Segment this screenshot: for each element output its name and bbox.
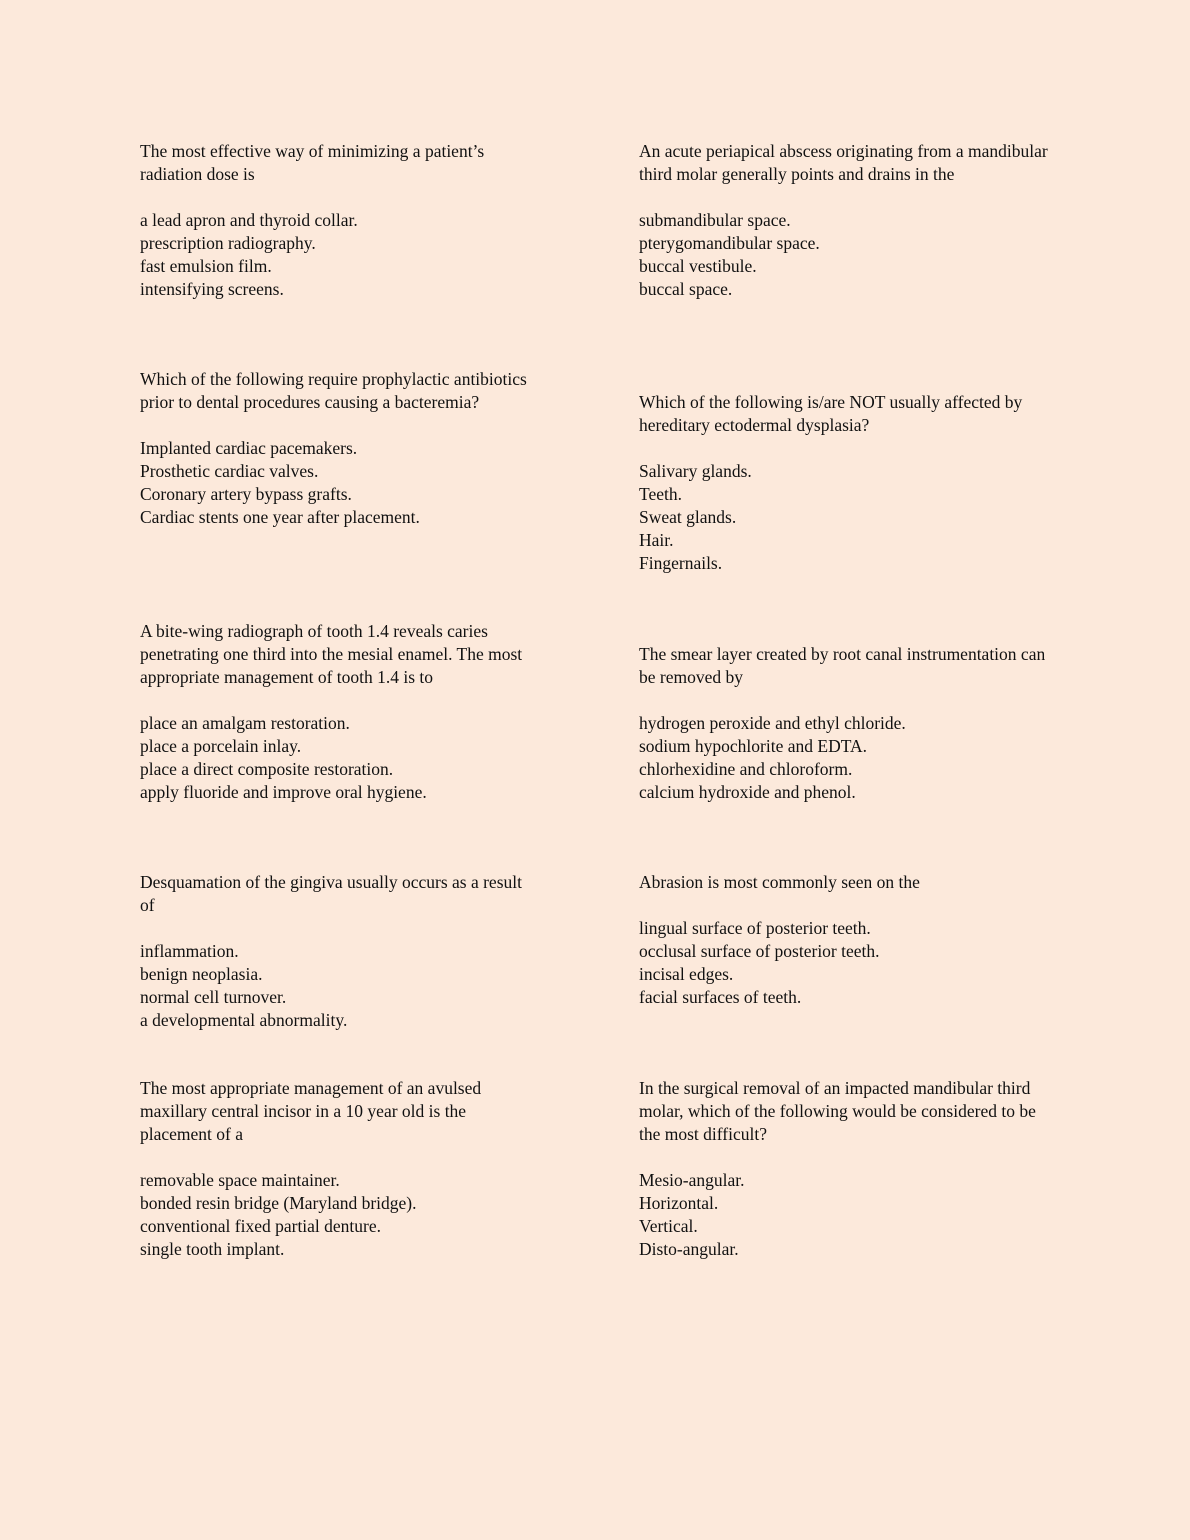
answer-option: calcium hydroxide and phenol. bbox=[639, 782, 856, 802]
answer-option: place a porcelain inlay. bbox=[140, 736, 302, 756]
answer-option: chlorhexidine and chloroform. bbox=[639, 759, 853, 779]
answer-option: Fingernails. bbox=[639, 553, 723, 573]
answer-option: Implanted cardiac pacemakers. bbox=[140, 438, 358, 458]
answer-option: apply fluoride and improve oral hygiene. bbox=[140, 782, 427, 802]
answer-option: sodium hypochlorite and EDTA. bbox=[639, 736, 868, 756]
answer-option: submandibular space. bbox=[639, 210, 791, 230]
question-stem: A bite-wing radiograph of tooth 1.4 reveals caries penetrating one third into the mesial enamel. The most appropriate management of tooth 1.4 is to bbox=[140, 621, 523, 687]
answer-option: removable space maintainer. bbox=[140, 1170, 340, 1190]
answer-option: Disto-angular. bbox=[639, 1239, 739, 1259]
answer-option: Sweat glands. bbox=[639, 507, 737, 527]
answer-option: Prosthetic cardiac valves. bbox=[140, 461, 319, 481]
answer-option: a developmental abnormality. bbox=[140, 1010, 348, 1030]
answer-option: Salivary glands. bbox=[639, 461, 752, 481]
answer-option: facial surfaces of teeth. bbox=[639, 987, 802, 1007]
answer-option: conventional fixed partial denture. bbox=[140, 1216, 382, 1236]
answer-option: inflammation. bbox=[140, 941, 239, 961]
answer-option: place a direct composite restoration. bbox=[140, 759, 394, 779]
answer-option: a lead apron and thyroid collar. bbox=[140, 210, 358, 230]
answer-option: Horizontal. bbox=[639, 1193, 719, 1213]
question-block bbox=[639, 140, 1049, 301]
question-stem: The smear layer created by root canal instrumentation can be removed by bbox=[639, 644, 1046, 687]
answer-option: Coronary artery bypass grafts. bbox=[140, 484, 352, 504]
answer-option: incisal edges. bbox=[639, 964, 734, 984]
question-block bbox=[140, 140, 540, 301]
answer-option: occlusal surface of posterior teeth. bbox=[639, 941, 880, 961]
question-stem: Which of the following is/are NOT usually affected by hereditary ectodermal dysplasia? bbox=[639, 392, 1023, 435]
answer-option: lingual surface of posterior teeth. bbox=[639, 918, 871, 938]
question-stem: Which of the following require prophylactic antibiotics prior to dental procedures causing a bacteremia? bbox=[140, 369, 527, 412]
answer-option: fast emulsion film. bbox=[140, 256, 272, 276]
answer-option: Hair. bbox=[639, 530, 674, 550]
question-stem: Desquamation of the gingiva usually occurs as a result of bbox=[140, 872, 522, 915]
question-block bbox=[140, 368, 540, 529]
question-block bbox=[639, 643, 1049, 804]
answer-option: bonded resin bridge (Maryland bridge). bbox=[140, 1193, 417, 1213]
answer-option: Vertical. bbox=[639, 1216, 698, 1236]
answer-option: pterygomandibular space. bbox=[639, 233, 820, 253]
answer-option: intensifying screens. bbox=[140, 279, 284, 299]
question-block bbox=[639, 391, 1049, 575]
answer-option: prescription radiography. bbox=[140, 233, 316, 253]
answer-option: buccal vestibule. bbox=[639, 256, 757, 276]
question-stem: The most appropriate management of an avulsed maxillary central incisor in a 10 year old is the placement of a bbox=[140, 1078, 482, 1144]
question-stem: An acute periapical abscess originating from a mandibular third molar generally points and drains in the bbox=[639, 141, 1048, 184]
question-stem: The most effective way of minimizing a patient’s radiation dose is bbox=[140, 141, 485, 184]
question-block bbox=[140, 1077, 540, 1261]
answer-option: benign neoplasia. bbox=[140, 964, 263, 984]
answer-option: Mesio-angular. bbox=[639, 1170, 745, 1190]
answer-option: Teeth. bbox=[639, 484, 682, 504]
question-stem: In the surgical removal of an impacted mandibular third molar, which of the following would be considered to be the most difficult? bbox=[639, 1078, 1036, 1144]
answer-option: place an amalgam restoration. bbox=[140, 713, 350, 733]
question-stem: Abrasion is most commonly seen on the bbox=[639, 872, 920, 892]
question-block bbox=[639, 871, 1049, 1009]
question-block bbox=[639, 1077, 1049, 1261]
answer-option: buccal space. bbox=[639, 279, 733, 299]
answer-option: single tooth implant. bbox=[140, 1239, 285, 1259]
answer-option: Cardiac stents one year after placement. bbox=[140, 507, 420, 527]
answer-option: normal cell turnover. bbox=[140, 987, 287, 1007]
question-block bbox=[140, 620, 540, 804]
question-block bbox=[140, 871, 540, 1032]
answer-option: hydrogen peroxide and ethyl chloride. bbox=[639, 713, 906, 733]
